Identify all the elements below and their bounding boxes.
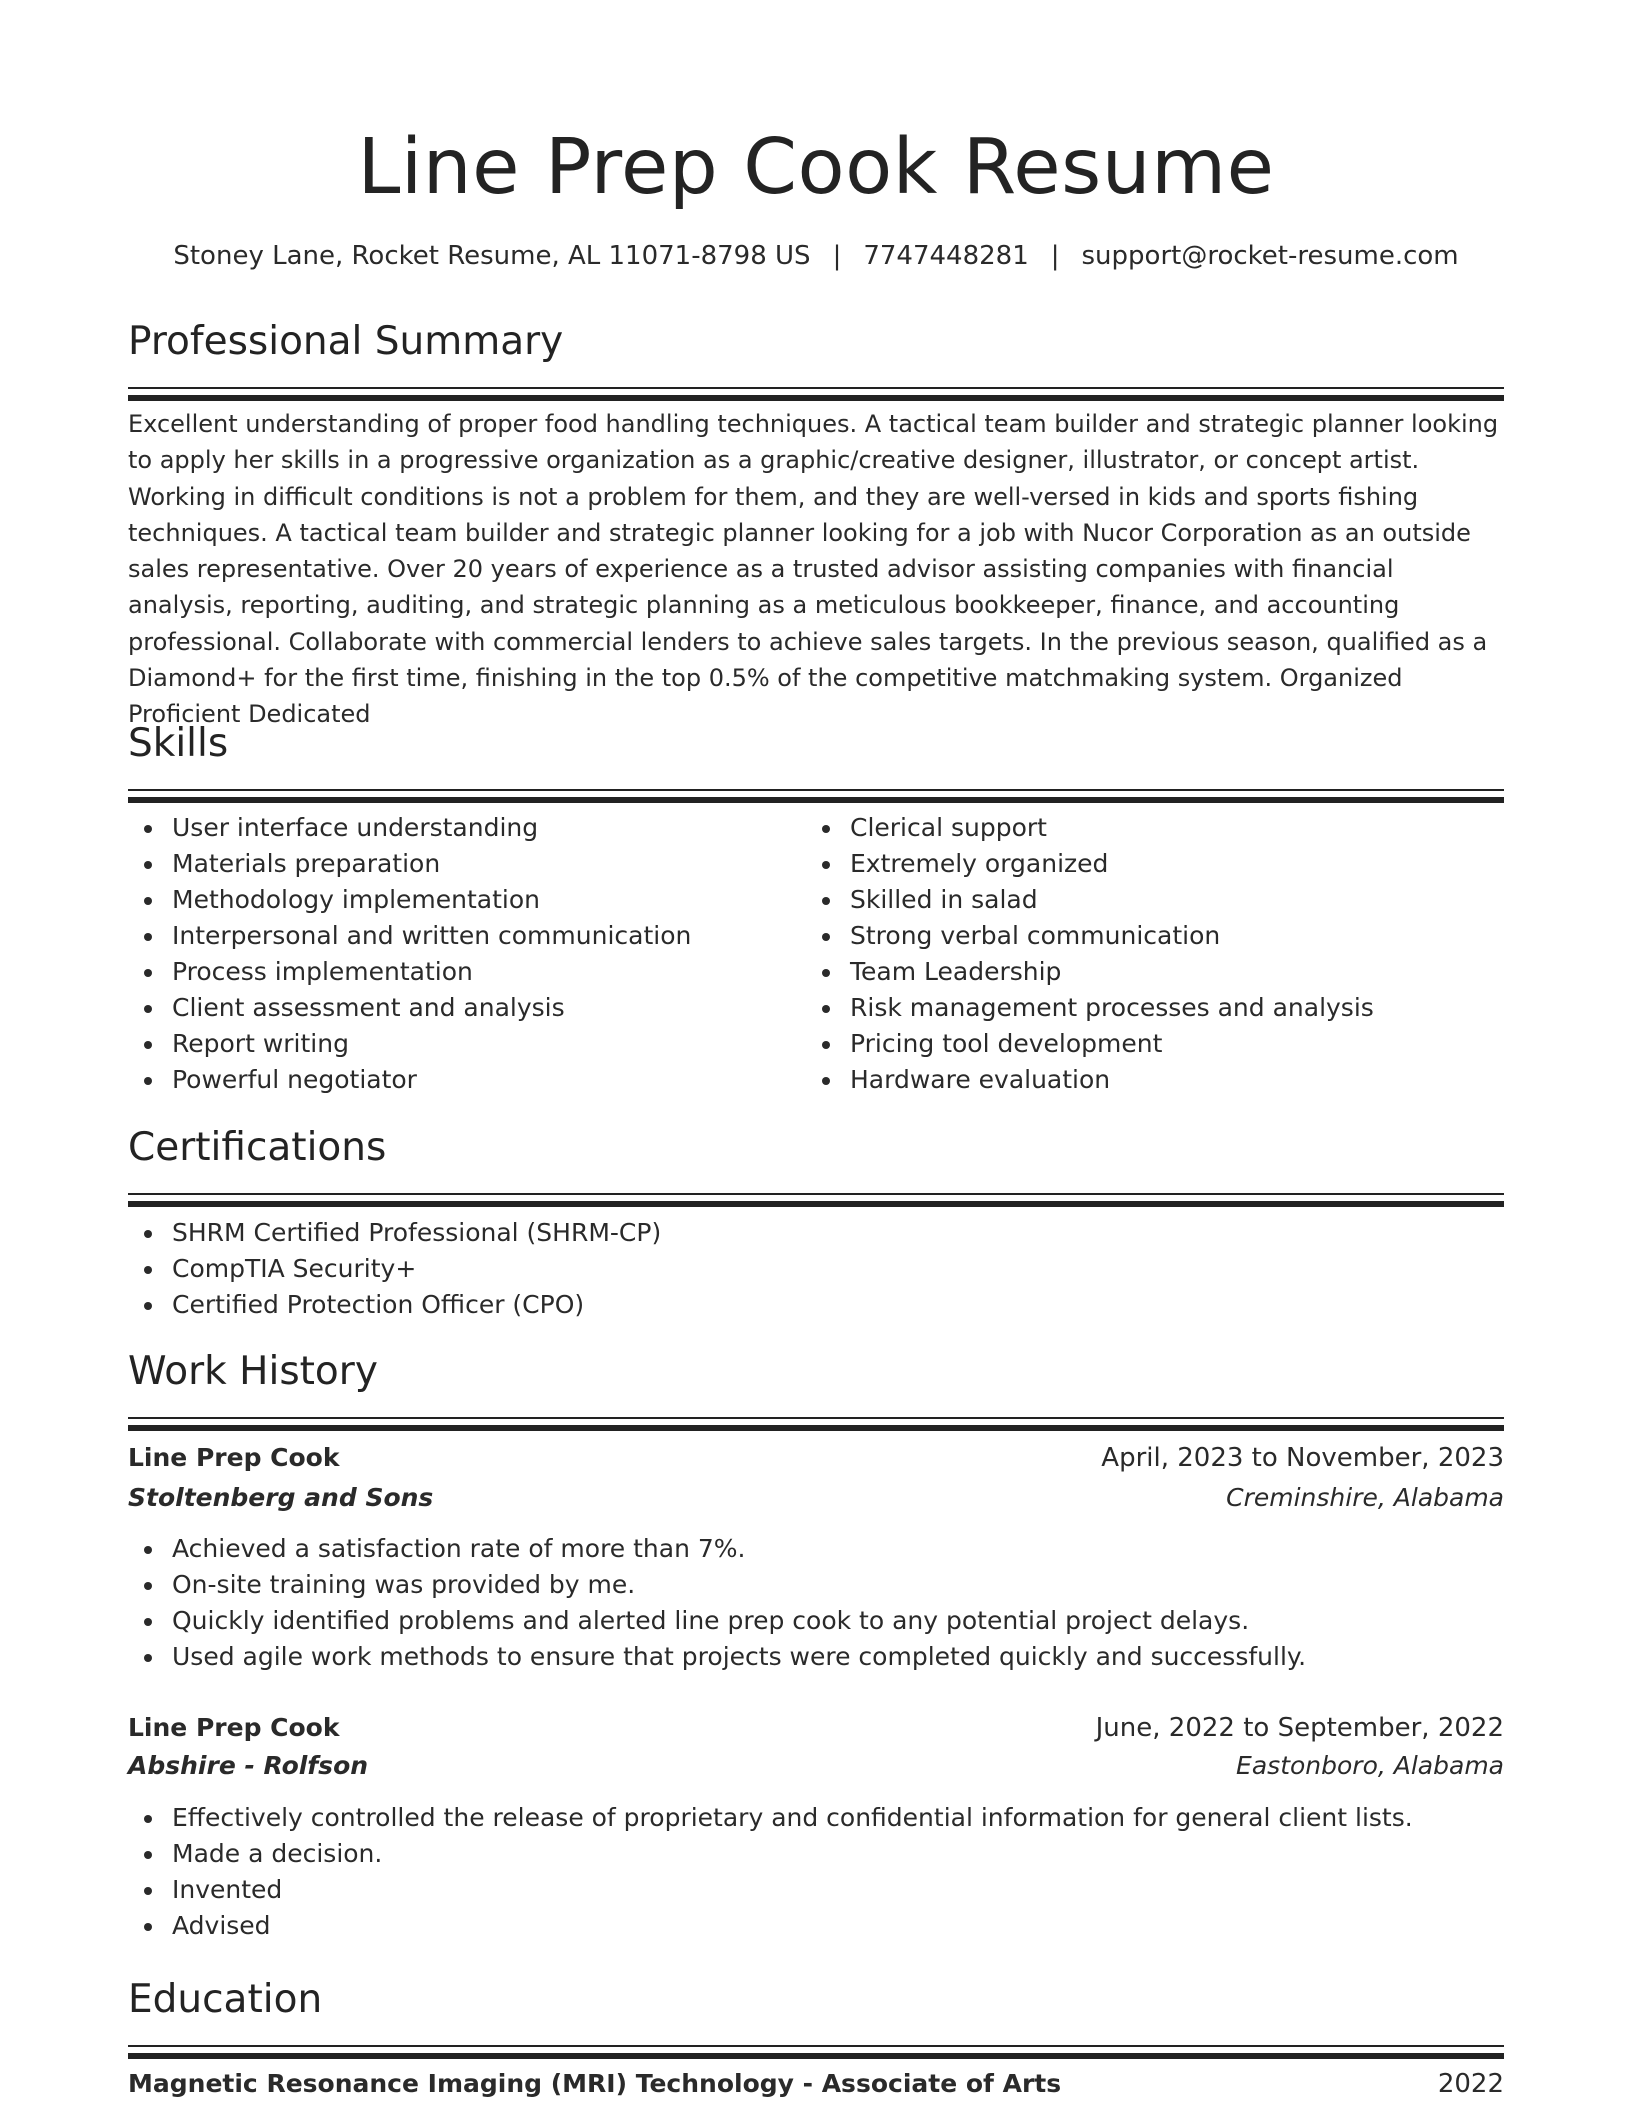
skill-item: User interface understanding [128, 810, 691, 846]
job-bullet: Advised [128, 1908, 1413, 1944]
contact-email: support@rocket-resume.com [1081, 241, 1459, 271]
divider [128, 395, 1504, 401]
certification-item: Certified Protection Officer (CPO) [128, 1287, 661, 1323]
divider [128, 1193, 1504, 1195]
section-header-work [128, 1347, 1504, 1431]
job-company: Abshire - Rolfson [128, 1751, 369, 1780]
skills-list-left [128, 810, 691, 1098]
skill-item: Report writing [128, 1026, 691, 1062]
section-title-certifications: Certifications [128, 1125, 387, 1170]
skill-item: Clerical support [806, 810, 1374, 846]
resume-page [128, 0, 1504, 2112]
job-dates: June, 2022 to September, 2022 [1095, 1713, 1504, 1743]
contact-line [128, 238, 1504, 274]
section-title-work: Work History [128, 1349, 378, 1394]
job-bullet: Used agile work methods to ensure that projects were completed quickly and successfully. [128, 1639, 1306, 1675]
resume-title: Line Prep Cook Resume [357, 123, 1275, 212]
section-header-summary [128, 317, 1504, 401]
job-bullet: Made a decision. [128, 1836, 1413, 1872]
section-header-certifications [128, 1123, 1504, 1207]
job-bullets [128, 1800, 1413, 1944]
job-location: Eastonboro, Alabama [1236, 1751, 1504, 1780]
divider [128, 1201, 1504, 1207]
contact-separator: | [1050, 241, 1060, 271]
skill-item: Interpersonal and written communication [128, 918, 691, 954]
skill-item: Team Leadership [806, 954, 1374, 990]
job-title: Line Prep Cook [128, 1713, 340, 1742]
skill-item: Process implementation [128, 954, 691, 990]
job-bullet: On-site training was provided by me. [128, 1567, 1306, 1603]
section-title-summary: Professional Summary [128, 319, 564, 364]
job-bullets [128, 1531, 1306, 1675]
job-bullet: Effectively controlled the release of proprietary and confidential information for general client lists. [128, 1800, 1413, 1836]
job-company-row [128, 1746, 1504, 1786]
skill-item: Materials preparation [128, 846, 691, 882]
job-header-row [128, 1438, 1504, 1478]
education-degree: Magnetic Resonance Imaging (MRI) Technology - Associate of Arts [128, 2069, 1062, 2098]
certification-item: SHRM Certified Professional (SHRM-CP) [128, 1215, 661, 1251]
section-title-education: Education [128, 1977, 323, 2022]
job-title: Line Prep Cook [128, 1443, 340, 1472]
summary-text: Excellent understanding of proper food handling techniques. A tactical team builder and strategic planner looking to apply her skills in a progressive organization as a graphic/creative designer, illustrator, or concept artist. Working in difficult conditions is not a problem for them, and they are well-versed in kids and sports fishing techniques. A tactical team builder and strategic planner looking for a job with Nucor Corporation as an outside sales representative. Over 20 years of experience as a trusted advisor assisting companies with financial analysis, reporting, auditing, and strategic planning as a meticulous bookkeeper, finance, and accounting professional. Collaborate with commercial lenders to achieve sales targets. In the previous season, qualified as a Diamond+ for the first time, finishing in the top 0.5% of the competitive matchmaking system. Organized Proficient Dedicated [128, 410, 1499, 729]
education-row [128, 2064, 1504, 2104]
contact-phone: 7747448281 [863, 241, 1029, 271]
skill-item: Risk management processes and analysis [806, 990, 1374, 1026]
job-bullet: Achieved a satisfaction rate of more than 7%. [128, 1531, 1306, 1567]
skill-item: Skilled in salad [806, 882, 1374, 918]
skills-list-right [806, 810, 1374, 1098]
skill-item: Methodology implementation [128, 882, 691, 918]
section-title-skills: Skills [128, 721, 229, 766]
contact-address: Stoney Lane, Rocket Resume, AL 11071-8798 US [173, 241, 811, 271]
divider [128, 387, 1504, 389]
job-bullet: Quickly identified problems and alerted line prep cook to any potential project delays. [128, 1603, 1306, 1639]
job-bullet: Invented [128, 1872, 1413, 1908]
certifications-list [128, 1215, 661, 1323]
contact-separator: | [832, 241, 842, 271]
divider [128, 1425, 1504, 1431]
skill-item: Pricing tool development [806, 1026, 1374, 1062]
section-header-skills [128, 719, 1504, 803]
skill-item: Strong verbal communication [806, 918, 1374, 954]
certification-item: CompTIA Security+ [128, 1251, 661, 1287]
job-dates: April, 2023 to November, 2023 [1101, 1443, 1504, 1473]
divider [128, 797, 1504, 803]
job-company-row [128, 1478, 1504, 1518]
skill-item: Client assessment and analysis [128, 990, 691, 1026]
job-header-row [128, 1708, 1504, 1748]
skill-item: Powerful negotiator [128, 1062, 691, 1098]
divider [128, 1417, 1504, 1419]
skill-item: Extremely organized [806, 846, 1374, 882]
skill-item: Hardware evaluation [806, 1062, 1374, 1098]
divider [128, 2053, 1504, 2059]
divider [128, 789, 1504, 791]
job-location: Creminshire, Alabama [1226, 1483, 1504, 1512]
section-header-education [128, 1975, 1504, 2059]
job-company: Stoltenberg and Sons [128, 1483, 434, 1512]
education-year: 2022 [1437, 2069, 1504, 2099]
divider [128, 2045, 1504, 2047]
